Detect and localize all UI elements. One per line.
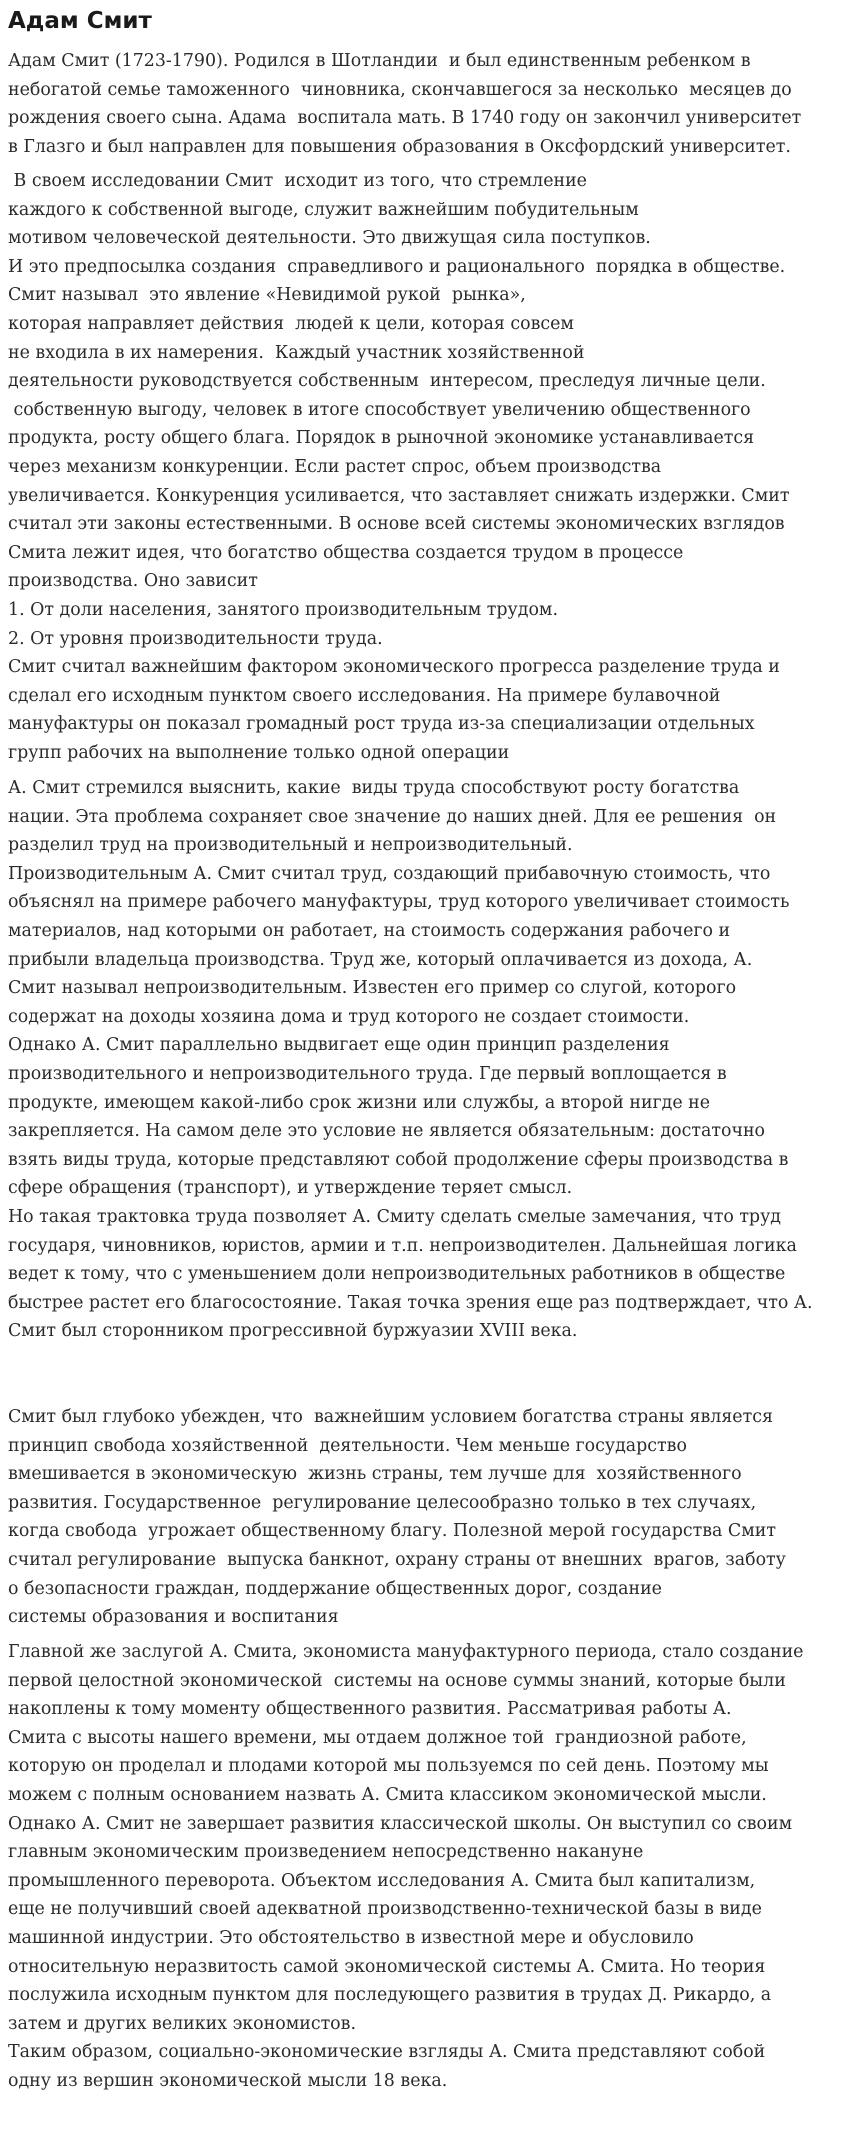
text-line: продукте, имеющем какой-либо срок жизни или службы, а второй нигде не	[8, 1092, 711, 1113]
text-line: быстрее растет его благосостояние. Такая точка зрения еще раз подтверждает, что А.	[8, 1292, 813, 1313]
text-line: А. Смит стремился выяснить, какие виды труда способствуют росту богатства	[8, 778, 740, 798]
page-title: Адам Смит	[8, 8, 152, 34]
text-line: принцип свобода хозяйственной деятельности. Чем меньше государство	[8, 1435, 687, 1456]
text-line: главным экономическим произведением непосредственно накануне	[8, 1842, 644, 1863]
text-line: считал регулирование выпуска банкнот, охрану страны от внешних врагов, заботу	[8, 1549, 786, 1570]
text-line: системы образования и воспитания	[8, 1607, 339, 1628]
text-line: считал эти законы естественными. В основе всей системы экономических взглядов	[8, 514, 785, 535]
text-line: вмешивается в экономическую жизнь страны, тем лучше для хозяйственного	[8, 1464, 742, 1485]
text-line: послужила исходным пунктом для последующего развития в трудах Д. Рикардо, а	[8, 1985, 772, 2006]
text-line: первой целостной экономической системы на основе суммы знаний, которые были	[8, 1670, 786, 1691]
text-line: промышленного переворота. Объектом исследования А. Смита был капитализм,	[8, 1870, 756, 1891]
text-line: через механизм конкуренции. Если растет спрос, объем производства	[8, 456, 662, 477]
paragraph-economic-freedom	[8, 1403, 838, 1632]
text-line: Смит называл это явление «Невидимой рукой рынка»,	[8, 285, 526, 306]
text-line: Однако А. Смит параллельно выдвигает еще один принцип разделения	[8, 1035, 670, 1056]
text-line: Смита с высоты нашего времени, мы отдаем должное той грандиозной работе,	[8, 1727, 747, 1748]
text-line: можем с полным основанием назвать А. Смита классиком экономической мысли.	[8, 1784, 767, 1805]
text-line: материалов, над которыми он работает, на стоимость содержания рабочего и	[8, 920, 731, 941]
text-line: Адам Смит (1723-1790). Родился в Шотландии и был единственным ребенком в	[8, 51, 751, 71]
text-line: сфере обращения (транспорт), и утверждение теряет смысл.	[8, 1178, 573, 1199]
text-line: рождения своего сына. Адама воспитала мать. В 1740 году он закончил университет	[8, 108, 802, 129]
text-line: одну из вершин экономической мысли 18 века.	[8, 2070, 448, 2091]
text-line: которую он проделал и плодами которой мы пользуемся по сей день. Поэтому мы	[8, 1756, 769, 1777]
text-line: Но такая трактовка труда позволяет А. Смиту сделать смелые замечания, что труд	[8, 1206, 782, 1227]
text-line: в Глазго и был направлен для повышения образования в Оксфордский университет.	[8, 136, 791, 157]
text-line: И это предпосылка создания справедливого и рационального порядка в обществе.	[8, 256, 786, 277]
text-line: относительную неразвитость самой экономической системы А. Смита. Но теория	[8, 1956, 766, 1977]
text-line: мануфактуры он показал громадный рост труда из-за специализации отдельных	[8, 714, 755, 735]
text-line: производства. Оно зависит	[8, 571, 258, 592]
text-line: каждого к собственной выгоде, служит важнейшим побудительным	[8, 199, 639, 220]
text-line: когда свобода угрожает общественному благу. Полезной мерой государства Смит	[8, 1521, 776, 1542]
text-line: Таким образом, социально-экономические взгляды А. Смита представляют собой	[8, 2042, 766, 2063]
text-line: Смит считал важнейшим фактором экономического прогресса разделение труда и	[8, 657, 780, 678]
text-line: ведет к тому, что с уменьшением доли непроизводительных работников в обществе	[8, 1264, 786, 1285]
text-line: Однако А. Смит не завершает развития классической школы. Он выступил со своим	[8, 1813, 793, 1834]
text-line: нации. Эта проблема сохраняет свое значение до наших дней. Для ее решения он	[8, 806, 777, 827]
paragraph-biography	[8, 47, 838, 161]
paragraph-invisible-hand	[8, 167, 838, 767]
text-line: машинной индустрии. Это обстоятельство в известной мере и обусловило	[8, 1927, 694, 1948]
text-line: развития. Государственное регулирование целесообразно только в тех случаях,	[8, 1492, 757, 1513]
text-line: деятельности руководствуется собственным интересом, преследуя личные цели.	[8, 371, 766, 392]
text-line: закрепляется. На самом деле это условие не является обязательным: достаточно	[8, 1121, 766, 1142]
text-line: Главной же заслугой А. Смита, экономиста мануфактурного периода, стало создание	[8, 1642, 804, 1662]
text-line: мотивом человеческой деятельности. Это движущая сила поступков.	[8, 228, 651, 249]
text-line: увеличивается. Конкуренция усиливается, что заставляет снижать издержки. Смит	[8, 485, 790, 506]
text-line: взять виды труда, которые представляют собой продолжение сферы производства в	[8, 1149, 789, 1170]
paragraph-productive-labor	[8, 774, 838, 1346]
list-item: 2. От уровня производительности труда.	[8, 628, 383, 649]
text-line: которая направляет действия людей к цели, которая совсем	[8, 313, 574, 334]
text-line: собственную выгоду, человек в итоге способствует увеличению общественного	[8, 399, 751, 420]
paragraph-legacy	[8, 1638, 838, 2096]
text-line: объяснял на примере рабочего мануфактуры, труд которого увеличивает стоимость	[8, 892, 790, 913]
text-line: небогатой семье таможенного чиновника, скончавшегося за несколько месяцев до	[8, 79, 792, 100]
text-line: о безопасности граждан, поддержание общественных дорог, создание	[8, 1578, 662, 1599]
text-line: Смит был глубоко убежден, что важнейшим условием богатства страны является	[8, 1407, 773, 1427]
text-line: Смит был сторонником прогрессивной буржуазии XVIII века.	[8, 1321, 578, 1342]
text-line: прибыли владельца производства. Труд же, который оплачивается из дохода, А.	[8, 949, 753, 970]
text-line: содержат на доходы хозяина дома и труд которого не создает стоимости.	[8, 1006, 690, 1027]
text-line: накоплены к тому моменту общественного развития. Рассматривая работы А.	[8, 1699, 732, 1720]
list-item: 1. От доли населения, занятого производительным трудом.	[8, 599, 558, 620]
text-line: В своем исследовании Смит исходит из того, что стремление	[8, 171, 587, 191]
text-line: еще не получивший своей адекватной производственно-технической базы в виде	[8, 1899, 762, 1920]
text-line: разделил труд на производительный и непроизводительный.	[8, 835, 573, 856]
text-line: затем и других великих экономистов.	[8, 2013, 356, 2034]
text-line: производительного и непроизводительного труда. Где первый воплощается в	[8, 1063, 727, 1084]
text-line: сделал его исходным пунктом своего исследования. На примере булавочной	[8, 685, 721, 706]
text-line: Смита лежит идея, что богатство общества создается трудом в процессе	[8, 542, 684, 563]
text-line: продукта, росту общего блага. Порядок в рыночной экономике устанавливается	[8, 428, 755, 449]
text-line: не входила в их намерения. Каждый участник хозяйственной	[8, 342, 585, 363]
text-line: государя, чиновников, юристов, армии и т.п. непроизводителен. Дальнейшая логика	[8, 1235, 797, 1256]
text-line: Смит называл непроизводительным. Известен его пример со слугой, которого	[8, 978, 737, 999]
text-line: Производительным А. Смит считал труд, создающий прибавочную стоимость, что	[8, 863, 771, 884]
text-line: групп рабочих на выполнение только одной операции	[8, 742, 510, 763]
